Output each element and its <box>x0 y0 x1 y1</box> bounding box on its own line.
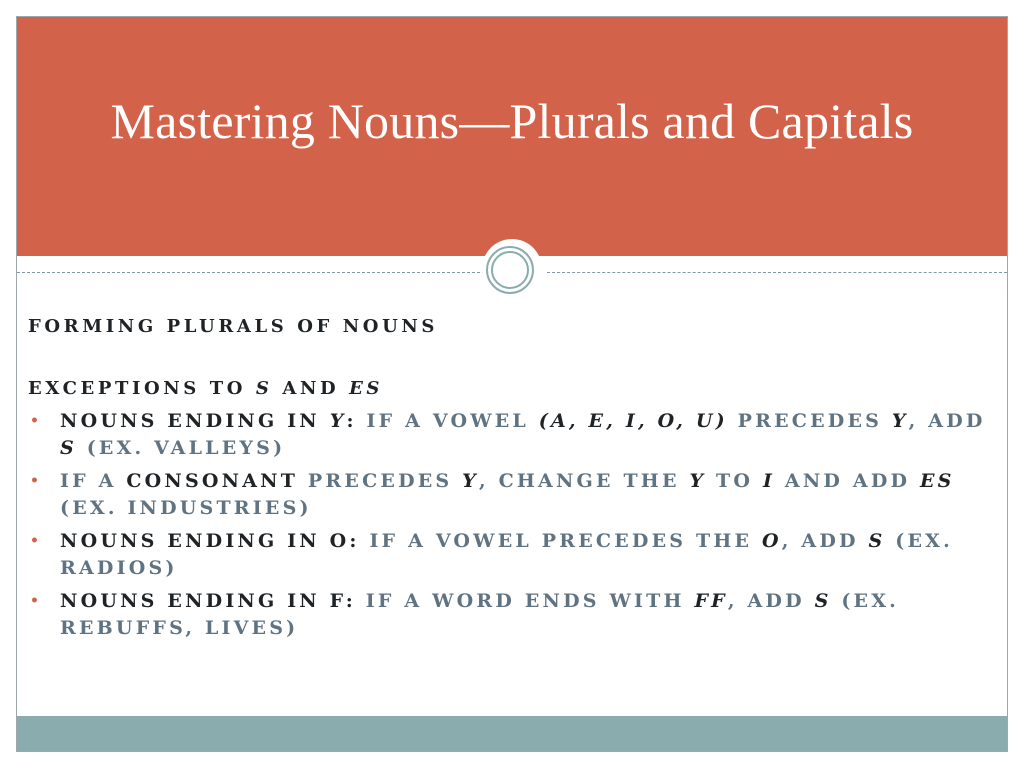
bullet-text: IF A VOWEL <box>356 410 539 432</box>
slide <box>16 16 1008 752</box>
ornament-inner-ring <box>491 251 529 289</box>
bullet-text: TO <box>706 470 763 492</box>
list-item <box>28 528 998 582</box>
bullet-lead: NOUNS ENDING IN O: <box>60 530 360 552</box>
bullet-text: (EX. REBUFFS, LIVES) <box>60 590 899 639</box>
bullet-marker: • <box>30 593 39 609</box>
bullet-vowels: (A, E, I, O, U) <box>538 410 728 432</box>
bullet-text: PRECEDES <box>727 410 892 432</box>
bullet-lead-colon: : <box>346 410 357 432</box>
heading-forming-plurals: FORMING PLURALS OF NOUNS <box>28 316 439 337</box>
bullet-i: I <box>762 470 776 492</box>
heading-exceptions-and: AND <box>272 378 350 399</box>
bullet-s: S <box>60 437 77 459</box>
bullet-o: O <box>762 530 782 552</box>
bullet-text: IF A VOWEL PRECEDES THE <box>359 530 763 552</box>
heading-exceptions <box>28 375 998 402</box>
bullet-marker: • <box>30 473 39 489</box>
bullet-text: (EX. RADIOS) <box>60 530 953 579</box>
bullet-marker: • <box>30 533 39 549</box>
bullet-consonant: CONSONANT <box>126 470 299 492</box>
bullet-text: (EX. VALLEYS) <box>76 437 286 459</box>
bullet-text: (EX. INDUSTRIES) <box>60 497 312 519</box>
title-band <box>17 17 1007 256</box>
bullet-marker: • <box>30 413 39 429</box>
slide-title: Mastering Nouns—Plurals and Capitals <box>110 93 914 149</box>
divider-left <box>17 272 485 273</box>
bullet-lead: NOUNS ENDING IN F: <box>60 590 356 612</box>
list-item <box>28 588 998 642</box>
heading-exceptions-s: S <box>255 378 273 399</box>
list-item <box>28 408 998 462</box>
bullet-s: S <box>868 530 886 552</box>
bullet-ff: FF <box>694 590 728 612</box>
bullet-text: IF A WORD ENDS WITH <box>355 590 695 612</box>
divider-right <box>547 272 1007 273</box>
bullet-y2: Y <box>689 470 707 492</box>
bullet-y: Y <box>462 470 479 492</box>
bullet-text: , ADD <box>727 590 815 612</box>
exceptions-list <box>28 408 998 642</box>
bullet-text: PRECEDES <box>298 470 463 492</box>
bullet-text: IF A <box>60 470 127 492</box>
bullet-y: Y <box>891 410 909 432</box>
bullet-text: , ADD <box>781 530 869 552</box>
footer-band <box>17 716 1007 751</box>
bullet-text: , ADD <box>908 410 986 432</box>
bullet-text: AND ADD <box>775 470 920 492</box>
bullet-lead: NOUNS ENDING IN <box>60 410 330 432</box>
list-item <box>28 468 998 522</box>
bullet-es: ES <box>920 470 955 492</box>
heading-exceptions-prefix: EXCEPTIONS TO <box>28 378 256 399</box>
slide-body <box>28 313 998 648</box>
heading-exceptions-es: ES <box>349 378 383 399</box>
bullet-s: S <box>814 590 832 612</box>
bullet-text: , CHANGE THE <box>478 470 690 492</box>
bullet-lead-y: Y <box>329 410 347 432</box>
